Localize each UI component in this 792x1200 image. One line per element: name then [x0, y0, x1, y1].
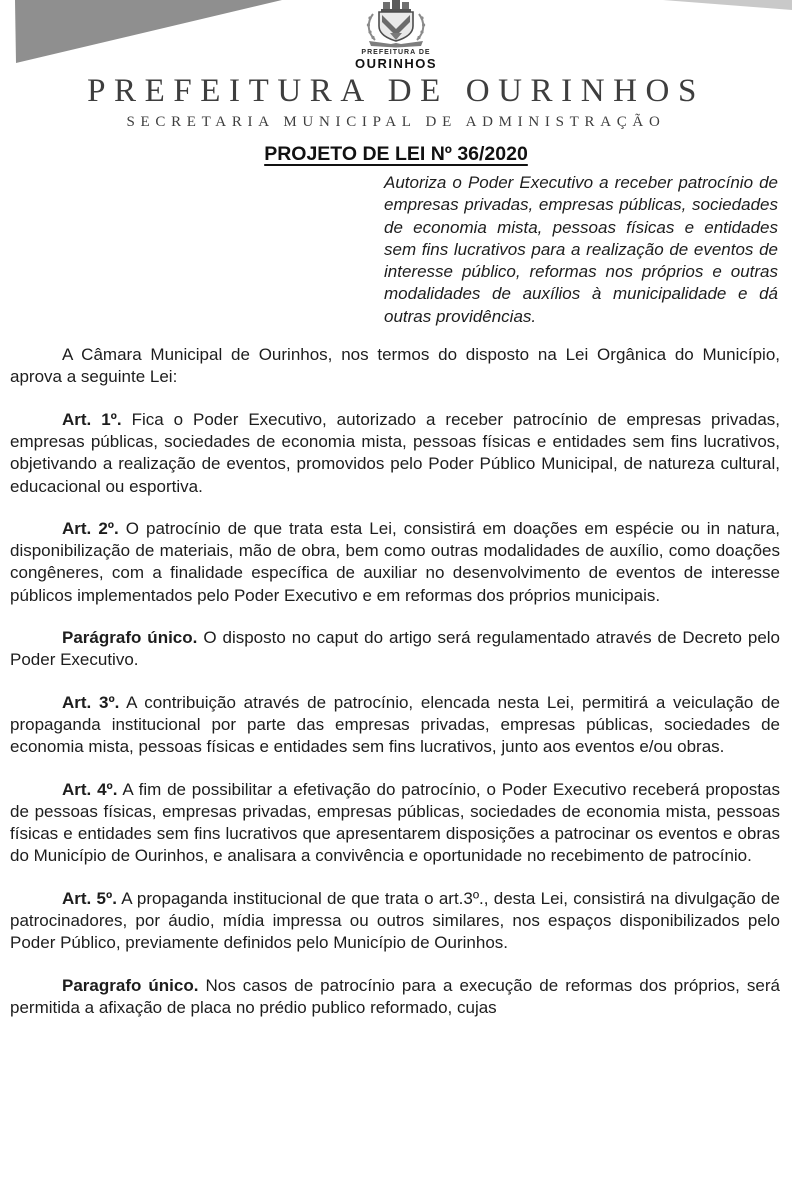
paragraph-text: A contribuição através de patrocínio, elencada nesta Lei, permitirá a veiculação de propaganda institucional por parte das empresas privadas, empresas públicas, sociedades de economia mista, pessoas físicas e entidades sem fins lucrativos, junto aos eventos e/ou obras.: [10, 692, 780, 757]
law-body: [0, 344, 792, 1019]
paragraph-text: Nos casos de patrocínio para a execução de reformas dos próprios, será permitida a afixação de placa no prédio publico reformado, cujas: [10, 975, 781, 1017]
crest-caption-top: PREFEITURA DE: [361, 49, 431, 56]
paragraph-text: A Câmara Municipal de Ourinhos, nos termos do disposto na Lei Orgânica do Município, aprova a seguinte Lei:: [10, 345, 780, 387]
paragraph-text: A propaganda institucional de que trata o art.3º., desta Lei, consistirá na divulgação de patrocinadores, por áudio, mídia impressa ou outros similares, nos espaços disponibilizados pelo Poder Público, previamente definidos pelo Município de Ourinhos.: [10, 888, 780, 953]
paragraph-sole-2: [10, 975, 780, 1020]
paragraph-text: Fica o Poder Executivo, autorizado a receber patrocínio de empresas privadas, empresas públicas, sociedades de economia mista, pessoas físicas e entidades sem fins lucrativos, objetivando a realização de eventos, promovidos pelo Poder Público Municipal, de natureza cultural, educacional ou esportiva.: [10, 409, 780, 496]
paragraph-text: A fim de possibilitar a efetivação do patrocínio, o Poder Executivo receberá propostas de pessoas físicas, empresas privadas, empresas públicas, sociedades de economia mista, pessoas físicas e entidades sem fins lucrativos que apresentarem disposições a patrocinar os eventos e obras do Município de Ourinhos, e analisara a convivência e oportunidade no recebimento de patrocínio.: [10, 779, 780, 866]
paragraph-art-5: [10, 888, 780, 955]
paragraph-sole-1: [10, 627, 780, 672]
paragraph-art-2: [10, 518, 780, 607]
corner-banner-right: [663, 0, 792, 10]
paragraph-lead: Art. 1º.: [62, 409, 122, 429]
paragraph-lead: Art. 2º.: [62, 518, 119, 538]
paragraph-art-4: [10, 779, 780, 868]
paragraph-text: O patrocínio de que trata esta Lei, consistirá em doações em espécie ou in natura, disponibilização de materiais, mão de obra, bem como outras modalidades de auxílio, como doações congêneres, com a finalidade específica de auxiliar no desenvolvimento de eventos de interesse públicos implementados pelo Poder Executivo e em reformas dos próprios municipais.: [10, 518, 780, 605]
coat-of-arms: [326, 0, 466, 70]
corner-banner-left: [0, 0, 282, 64]
crest-caption-bottom: OURINHOS: [354, 56, 438, 71]
paragraph-lead: Art. 4º.: [62, 779, 118, 799]
paragraph-lead: Art. 3º.: [62, 692, 120, 712]
paragraph-art-1: [10, 409, 780, 498]
org-subtitle: SECRETARIA MUNICIPAL DE ADMINISTRAÇÃO: [126, 114, 666, 130]
doc-title-text: PROJETO DE LEI Nº 36/2020: [264, 143, 528, 165]
paragraph-preamble: [10, 344, 780, 389]
coat-of-arms-icon: [355, 0, 437, 48]
paragraph-lead: Art. 5º.: [62, 888, 117, 908]
ementa-summary: Autoriza o Poder Executivo a receber patrocínio de empresas privadas, empresas públicas, sociedades de economia mista, pessoas físicas e entidades sem fins lucrativos para a realização de eventos de interesse público, reformas nos próprios e outras modalidades de auxílios à municipalidade e dá outras providências.: [384, 173, 778, 326]
paragraph-art-3: [10, 692, 780, 759]
doc-title: [0, 142, 792, 166]
paragraph-lead: Parágrafo único.: [62, 628, 198, 648]
org-title: PREFEITURA DE OURINHOS: [87, 73, 705, 109]
paragraph-text: O disposto no caput do artigo será regulamentado através de Decreto pelo Poder Executivo.: [10, 628, 781, 670]
paragraph-lead: Paragrafo único.: [62, 975, 199, 995]
